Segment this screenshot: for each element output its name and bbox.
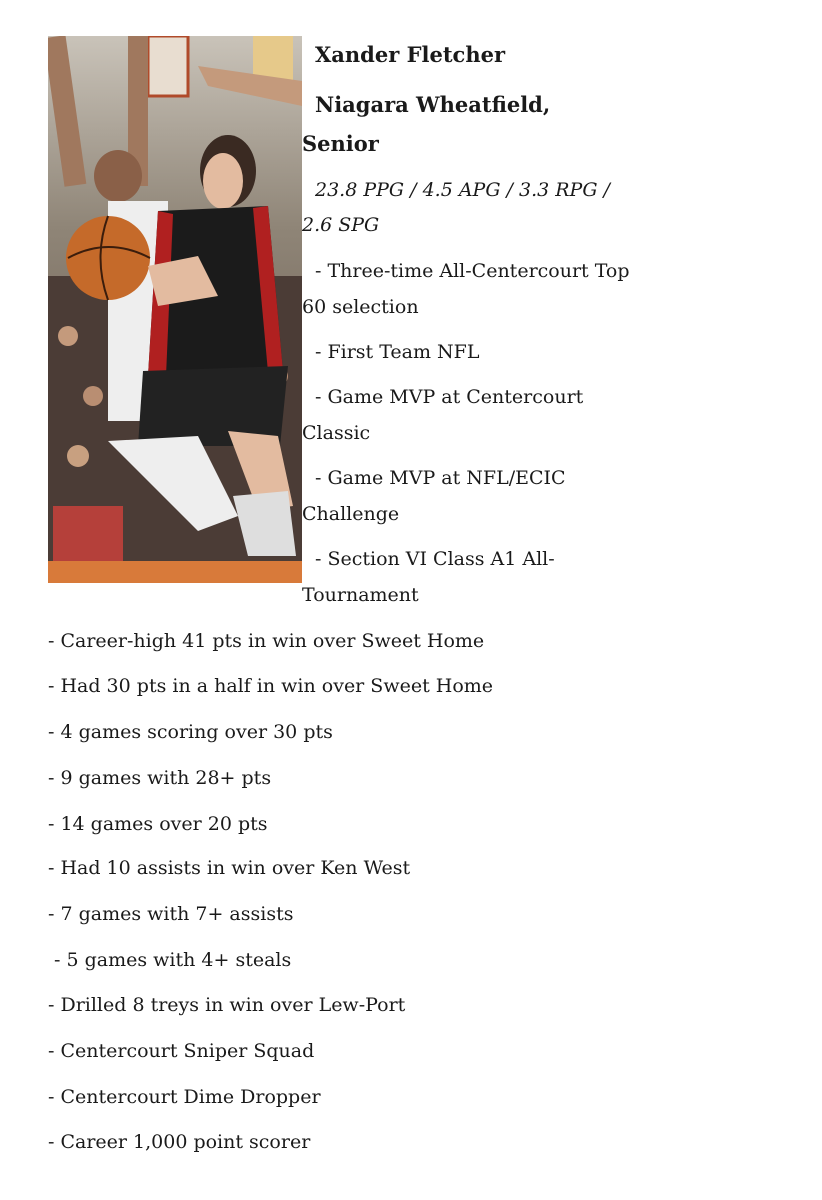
side-item-3-line-1: - Game MVP at Centercourt [315, 386, 584, 408]
side-item-3-line-2: Classic [302, 422, 371, 444]
stats-line-1: 23.8 PPG / 4.5 APG / 3.3 RPG / [315, 179, 610, 201]
side-item-2-line-1: - First Team NFL [315, 341, 480, 363]
player-name: Xander Fletcher [315, 42, 506, 67]
list-item: - Career 1,000 point scorer [48, 1131, 311, 1153]
side-item-4-line-1: - Game MVP at NFL/ECIC [315, 467, 566, 489]
list-item: - 7 games with 7+ assists [48, 903, 294, 925]
player-photo [48, 36, 302, 583]
list-item: - Had 30 pts in a half in win over Sweet Home [48, 675, 494, 697]
school-line-2: Senior [302, 131, 379, 156]
list-item: - 9 games with 28+ pts [48, 767, 272, 789]
list-item: - Career-high 41 pts in win over Sweet Home [48, 630, 485, 652]
basketball-photo-graphic [48, 36, 302, 583]
side-item-1-line-1: - Three-time All-Centercourt Top [315, 260, 630, 282]
side-item-1-line-2: 60 selection [302, 296, 419, 318]
list-item: - Centercourt Dime Dropper [48, 1086, 321, 1108]
side-item-5-line-1: - Section VI Class A1 All- [315, 548, 555, 570]
stats-line-2: 2.6 SPG [302, 214, 380, 236]
school-line-1: Niagara Wheatfield, [315, 92, 551, 117]
list-item: - 4 games scoring over 30 pts [48, 721, 333, 743]
list-item: - 14 games over 20 pts [48, 813, 268, 835]
side-item-5-line-2: Tournament [302, 584, 419, 606]
list-item: - Had 10 assists in win over Ken West [48, 857, 411, 879]
list-item: - Centercourt Sniper Squad [48, 1040, 315, 1062]
list-item: - 5 games with 4+ steals [48, 949, 292, 971]
list-item: - Drilled 8 treys in win over Lew-Port [48, 994, 406, 1016]
side-item-4-line-2: Challenge [302, 503, 400, 525]
